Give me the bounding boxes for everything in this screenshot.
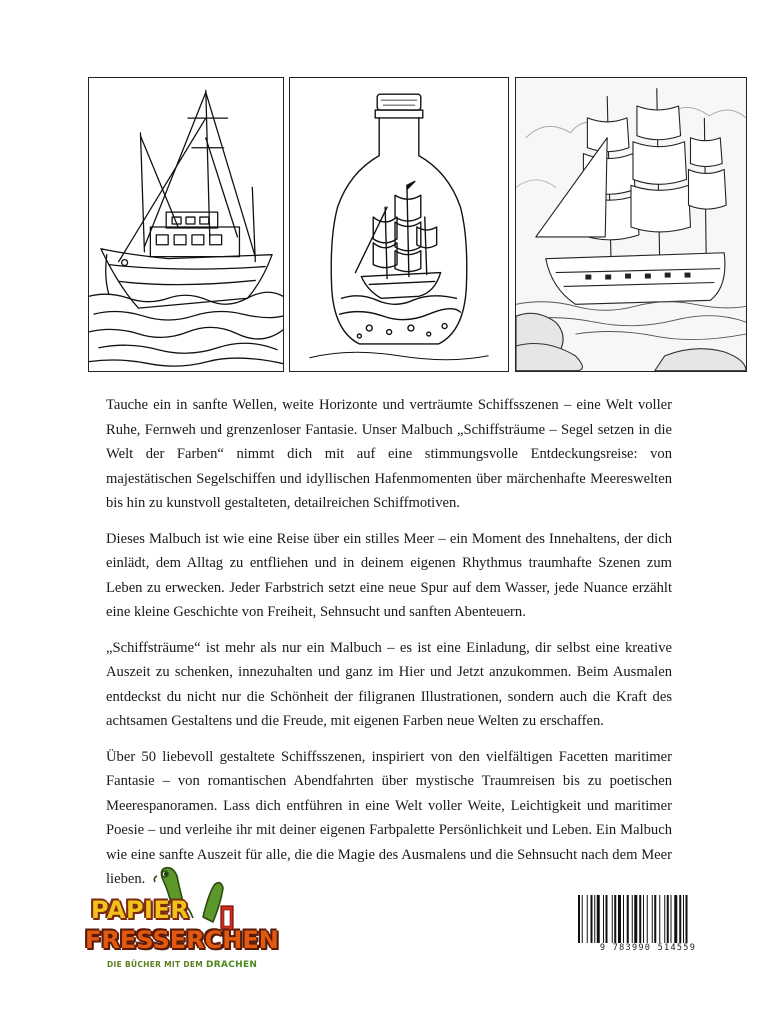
logo-word-papier: PAPIER [91, 896, 190, 924]
paragraph-1: Tauche ein in sanfte Wellen, weite Horizonte und verträumte Schiffsszenen – eine Welt voller Ruhe, Fernweh und grenzenloser Fantasie. Unser Malbuch „Schiffsträume – Segel setzen in die Welt der Farben“ nimmt dich mit auf eine stimmungsvolle Entdeckungsreise: von majestätischen Segelschiffen und idyllischen Hafenmomenten über märchenhafte Meereswelten bis hin zu kunstvoll gestalteten, detailreichen Schiffmotiven. [106, 397, 672, 511]
paragraph-2: Dieses Malbuch ist wie eine Reise über ein stilles Meer – ein Moment des Innehaltens, der dich einlädt, dem Alltag zu entfliehen und in deinem eigenen Rhythmus traumhafte Szenen zum Leben zu erwecken. Jeder Farbstrich setzt eine neue Spur auf dem Wasser, jede Nuance erzählt eine kleine Geschichte von Freiheit, Sehnsucht und sanften Abenteuern. [106, 530, 672, 620]
paragraph-3: „Schiffsträume“ ist mehr als nur ein Malbuch – es ist eine Einladung, dir selbst eine kreative Auszeit zu schenken, innezuhalten und ganz im Hier und Jetzt anzukommen. Beim Ausmalen entdeckst du nicht nur die Schönheit der filigranen Illustrationen, sondern auch die Kraft des achtsamen Gestaltens und die Freude, mit eigenen Farben neue Welten zu erschaffen. [106, 639, 672, 729]
logo-tagline-prefix: DIE BÜCHER MIT DEM [107, 960, 206, 969]
logo-tagline-emphasis: DRACHEN [205, 960, 258, 970]
logo-word-fresserchen: FRESSERCHEN [85, 926, 279, 954]
illustration-fishing-boat [88, 77, 284, 372]
paragraph-4: Über 50 liebevoll gestaltete Schiffsszenen, inspiriert von den vielfältigen Facetten maritimer Fantasie – von romantischen Abendfahrten über mystische Traumreisen bis zu poetischen Meerespanoramen. Lass dich entführen in eine Welt voller Weite, Leichtigkeit und maritimer Poesie – und verleihe ihr mit deiner eigenen Farbpalette Persönlichkeit und Leben. Ein Malbuch wie eine sanfte Auszeit für alle, die die Magie des Ausmalens und die Sehnsucht nach dem Meer lieben. [106, 748, 672, 887]
illustration-galleon [515, 77, 747, 372]
illustration-ship-in-bottle [289, 77, 509, 372]
barcode-digits: 9 783990 514559 [576, 943, 720, 953]
fishing-boat-icon [89, 78, 283, 371]
galleon-icon [516, 78, 746, 371]
publisher-logo [85, 862, 279, 977]
barcode-bars [576, 895, 720, 945]
ship-in-bottle-icon [290, 78, 508, 371]
logo-tagline [107, 960, 257, 970]
isbn-barcode [576, 895, 720, 959]
blurb-text [106, 393, 672, 903]
